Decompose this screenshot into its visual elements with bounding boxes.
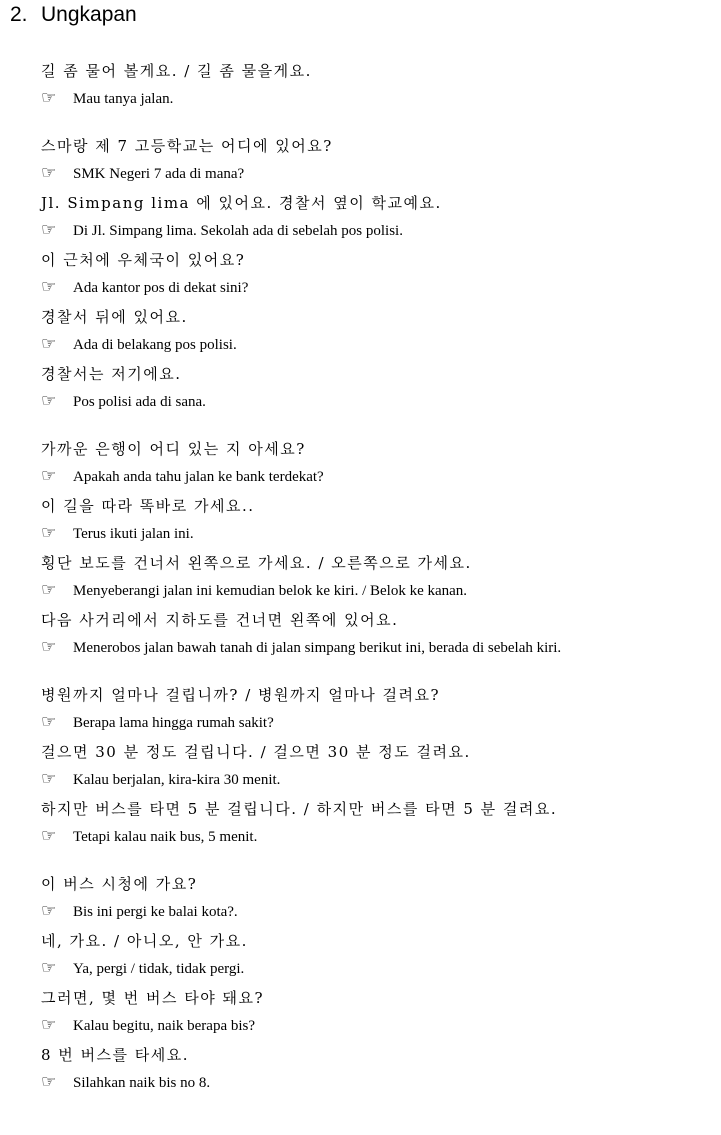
pointing-hand-icon: ☞ <box>41 769 57 789</box>
pointing-hand-icon: ☞ <box>41 220 57 240</box>
indonesian-translation <box>41 1069 711 1098</box>
korean-phrase: 이 근처에 우체국이 있어요? <box>41 251 246 269</box>
translation-text: Menyeberangi jalan ini kemudian belok ke kiri. / Belok ke kanan. <box>73 583 468 599</box>
translation-text: Silahkan naik bis no 8. <box>73 1075 211 1091</box>
section-heading <box>10 2 137 28</box>
phrase-list <box>41 57 711 1116</box>
korean-phrase: 병원까지 얼마나 걸립니까? / 병원까지 얼마나 걸려요? <box>41 686 441 704</box>
indonesian-translation <box>41 898 711 927</box>
korean-phrase: 경찰서는 저기에요. <box>41 365 182 383</box>
pointing-hand-icon: ☞ <box>41 466 57 486</box>
indonesian-translation <box>41 388 711 417</box>
translation-text: Tetapi kalau naik bus, 5 menit. <box>73 829 258 845</box>
pointing-hand-icon: ☞ <box>41 712 57 732</box>
section-number: 2. <box>10 3 28 26</box>
indonesian-translation <box>41 160 711 189</box>
pointing-hand-icon: ☞ <box>41 1015 57 1035</box>
korean-phrase: 이 버스 시청에 가요? <box>41 875 198 893</box>
indonesian-translation <box>41 766 711 795</box>
indonesian-translation <box>41 823 711 852</box>
indonesian-translation <box>41 463 711 492</box>
korean-phrase: 이 길을 따라 똑바로 가세요.. <box>41 497 255 515</box>
pointing-hand-icon: ☞ <box>41 277 57 297</box>
translation-text: Mau tanya jalan. <box>73 91 174 107</box>
pointing-hand-icon: ☞ <box>41 88 57 108</box>
pointing-hand-icon: ☞ <box>41 901 57 921</box>
korean-phrase: 하지만 버스를 타면 5 분 걸립니다. / 하지만 버스를 타면 5 분 걸려요. <box>41 800 558 818</box>
translation-text: Ada kantor pos di dekat sini? <box>73 280 249 296</box>
indonesian-translation <box>41 634 711 663</box>
translation-text: Ya, pergi / tidak, tidak pergi. <box>73 961 245 977</box>
phrase-group <box>41 132 711 417</box>
indonesian-translation <box>41 1012 711 1041</box>
pointing-hand-icon: ☞ <box>41 163 57 183</box>
indonesian-translation <box>41 709 711 738</box>
translation-text: Kalau begitu, naik berapa bis? <box>73 1018 256 1034</box>
korean-phrase: 가까운 은행이 어디 있는 지 아세요? <box>41 440 306 458</box>
translation-text: Ada di belakang pos polisi. <box>73 337 237 353</box>
pointing-hand-icon: ☞ <box>41 391 57 411</box>
korean-phrase: 스마랑 제 7 고등학교는 어디에 있어요? <box>41 137 333 155</box>
pointing-hand-icon: ☞ <box>41 580 57 600</box>
korean-phrase: 걸으면 30 분 정도 걸립니다. / 걸으면 30 분 정도 걸려요. <box>41 743 471 761</box>
phrase-group <box>41 870 711 1098</box>
translation-text: Apakah anda tahu jalan ke bank terdekat? <box>73 469 324 485</box>
phrase-group <box>41 57 711 114</box>
korean-phrase: 그러면, 몇 번 버스 타야 돼요? <box>41 989 265 1007</box>
korean-phrase: 네, 가요. / 아니오, 안 가요. <box>41 932 248 950</box>
indonesian-translation <box>41 274 711 303</box>
korean-phrase: Jl. Simpang lima 에 있어요. 경찰서 옆이 학교예요. <box>41 194 442 212</box>
korean-phrase: 경찰서 뒤에 있어요. <box>41 308 188 326</box>
indonesian-translation <box>41 217 711 246</box>
pointing-hand-icon: ☞ <box>41 1072 57 1092</box>
korean-phrase: 8 번 버스를 타세요. <box>41 1046 190 1064</box>
korean-phrase: 길 좀 물어 볼게요. / 길 좀 물을게요. <box>41 62 312 80</box>
indonesian-translation <box>41 331 711 360</box>
phrase-group <box>41 681 711 852</box>
korean-phrase: 횡단 보도를 건너서 왼쪽으로 가세요. / 오른쪽으로 가세요. <box>41 554 472 572</box>
translation-text: Kalau berjalan, kira-kira 30 menit. <box>73 772 281 788</box>
pointing-hand-icon: ☞ <box>41 637 57 657</box>
translation-text: Di Jl. Simpang lima. Sekolah ada di sebelah pos polisi. <box>73 223 403 239</box>
translation-text: Berapa lama hingga rumah sakit? <box>73 715 274 731</box>
korean-phrase: 다음 사거리에서 지하도를 건너면 왼쪽에 있어요. <box>41 611 399 629</box>
indonesian-translation <box>41 955 711 984</box>
translation-text: Bis ini pergi ke balai kota?. <box>73 904 238 920</box>
indonesian-translation <box>41 520 711 549</box>
indonesian-translation <box>41 577 711 606</box>
translation-text: Terus ikuti jalan ini. <box>73 526 194 542</box>
translation-text: Menerobos jalan bawah tanah di jalan simpang berikut ini, berada di sebelah kiri. <box>73 640 562 656</box>
pointing-hand-icon: ☞ <box>41 958 57 978</box>
translation-text: SMK Negeri 7 ada di mana? <box>73 166 245 182</box>
pointing-hand-icon: ☞ <box>41 826 57 846</box>
pointing-hand-icon: ☞ <box>41 523 57 543</box>
pointing-hand-icon: ☞ <box>41 334 57 354</box>
indonesian-translation <box>41 85 711 114</box>
phrase-group <box>41 435 711 663</box>
translation-text: Pos polisi ada di sana. <box>73 394 206 410</box>
section-title: Ungkapan <box>41 3 137 26</box>
